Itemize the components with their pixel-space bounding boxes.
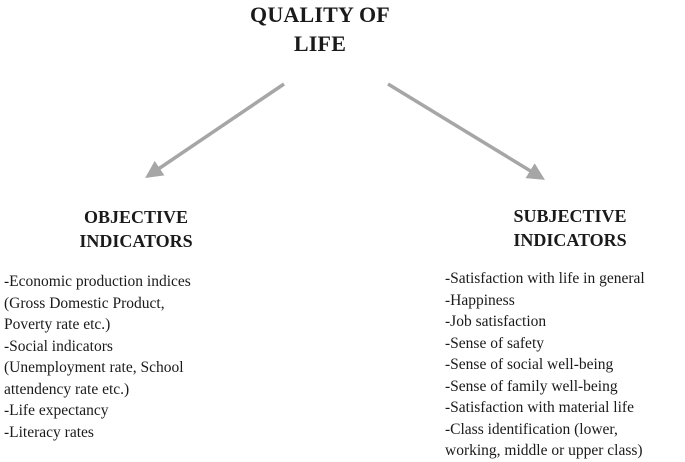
list-item: -Sense of social well-being [445,356,614,373]
list-item: -Satisfaction with material life [445,399,634,416]
subjective-indicators-list [445,268,645,462]
list-item: -Life expectancy [4,402,109,419]
arrow-to-objective [148,84,284,176]
root-title-line-2: LIFE [293,31,347,56]
list-item: -Social indicators [4,337,113,355]
list-item: -Satisfaction with life in general [445,270,645,287]
list-item: -Job satisfaction [445,313,547,330]
subjective-title-line-2: INDICATORS [513,230,627,250]
arrow-to-subjective [388,84,542,178]
objective-indicators-list [4,271,191,443]
list-item: -Economic production indices [4,273,191,290]
objective-title-line-2: INDICATORS [79,231,193,251]
list-item: -Sense of safety [445,334,544,352]
list-item: attendency rate etc.) [4,380,130,398]
subjective-title-line-1: SUBJECTIVE [513,206,627,226]
list-item: working, middle or upper class) [445,442,643,459]
root-title-line-1: QUALITY OF [250,2,390,27]
list-item: (Gross Domestic Product, [4,294,165,312]
list-item: -Sense of family well-being [445,377,618,395]
list-item: -Happiness [445,291,515,309]
list-item: Poverty rate etc.) [4,316,111,333]
subjective-indicators-title [470,204,670,252]
objective-indicators-title [36,205,236,253]
list-item: -Class identification (lower, [445,420,618,438]
list-item: (Unemployment rate, School [4,359,184,376]
objective-title-line-1: OBJECTIVE [83,207,189,227]
list-item: -Literacy rates [4,423,94,441]
